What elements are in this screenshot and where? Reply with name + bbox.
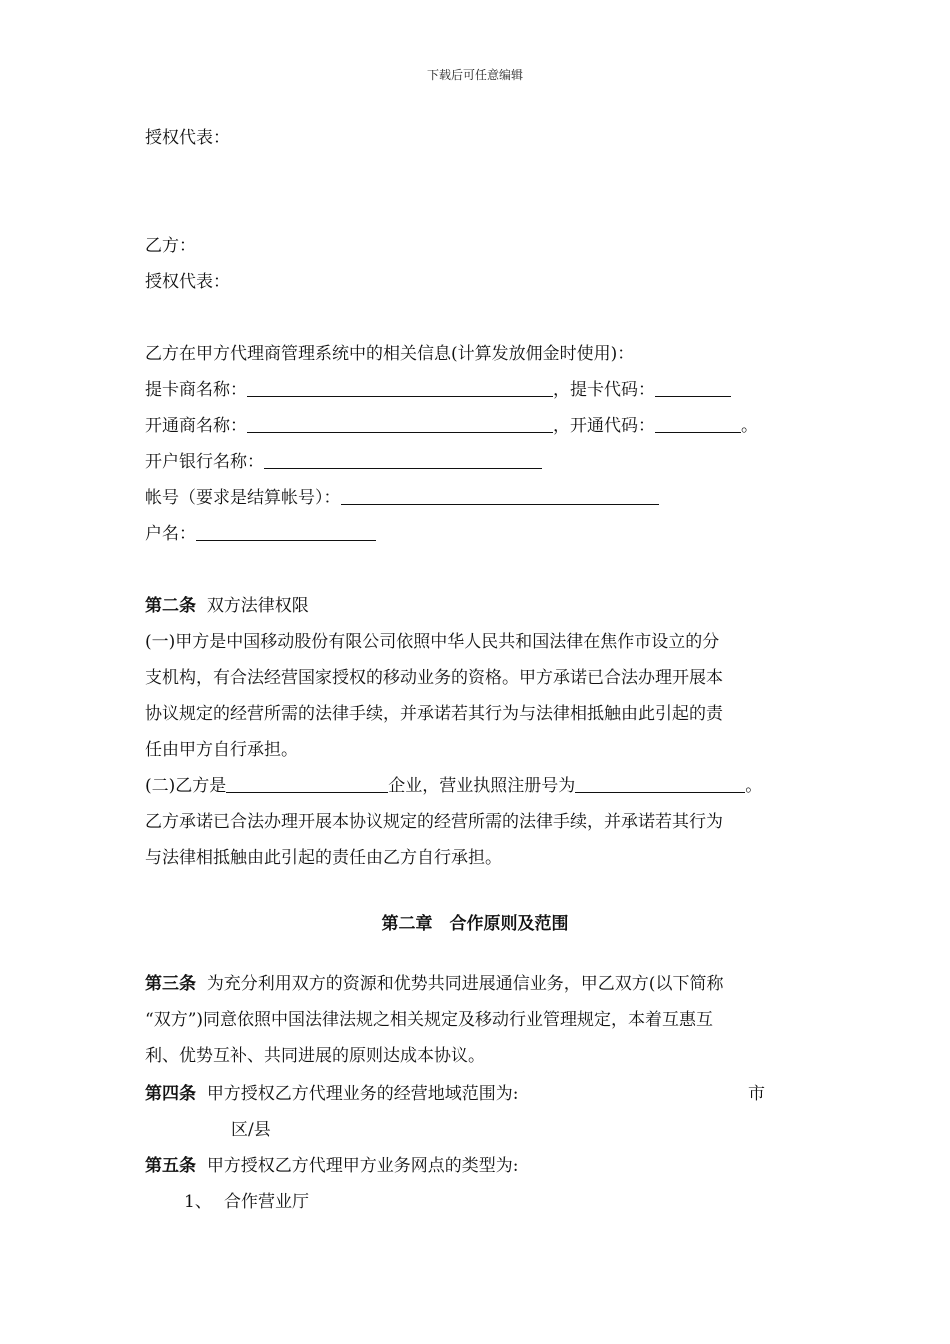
article2-p1-line1: (一)甲方是中国移动股份有限公司依照中华人民共和国法律在焦作市设立的分 [145,632,720,652]
article5-title: 第五条 [145,1156,196,1176]
article5-line1 [145,1154,519,1178]
article2-heading [145,594,309,618]
activation-vendor-row [145,414,758,438]
card-code-blank[interactable] [655,378,731,397]
article5-item1-text: 合作营业厅 [224,1192,309,1212]
article2-p2-line2: 乙方承诺已合法办理开展本协议规定的经营所需的法律手续，并承诺若其行为 [145,812,723,832]
article2-p2-line1 [145,774,762,798]
bank-row [145,450,542,474]
account-blank[interactable] [341,486,659,505]
card-vendor-row [145,378,731,402]
activation-vendor-label: 开通商名称： [145,416,247,436]
account-label: 帐号（要求是结算帐号）： [145,488,341,508]
article4-line1 [145,1082,519,1106]
article2-p2-c: 。 [745,776,763,796]
activation-period: 。 [741,416,758,436]
card-vendor-blank[interactable] [247,378,553,397]
page-header-note: 下载后可任意编辑 [426,68,523,82]
info-intro: 乙方在甲方代理商管理系统中的相关信息(计算发放佣金时使用)： [145,344,635,364]
article4-city: 市 [748,1084,765,1104]
article2-subtitle: 双方法律权限 [206,596,309,616]
license-number-blank[interactable] [575,774,745,793]
account-row [145,486,659,510]
chapter2-title: 第二章 合作原则及范围 [381,914,569,934]
bank-label: 开户银行名称： [145,452,264,472]
article4-district: 区/县 [231,1120,271,1140]
activation-code-blank[interactable] [655,414,741,433]
article2-p1-line4: 任由甲方自行承担。 [145,740,298,760]
article5-text: 甲方授权乙方代理甲方业务网点的类型为: [206,1156,519,1176]
account-name-label: 户名： [145,524,196,544]
article2-p2-line3: 与法律相抵触由此引起的责任由乙方自行承担。 [145,848,502,868]
article4-text: 甲方授权乙方代理业务的经营地域范围为: [206,1084,519,1104]
article5-item1-number: 1、 [184,1192,212,1212]
enterprise-type-blank[interactable] [226,774,388,793]
authorized-rep-label-b: 授权代表： [145,272,230,292]
activation-vendor-blank[interactable] [247,414,553,433]
authorized-rep-label-a: 授权代表： [145,128,230,148]
card-vendor-label: 提卡商名称： [145,380,247,400]
card-code-label: ，提卡代码： [553,380,655,400]
article3-line1 [145,972,723,996]
bank-blank[interactable] [264,450,542,469]
article3-title: 第三条 [145,974,196,994]
article3-line3: 利、优势互补、共同进展的原则达成本协议。 [145,1046,485,1066]
activation-code-label: ，开通代码： [553,416,655,436]
article2-title: 第二条 [145,596,196,616]
article2-p1-line2: 支机构，有合法经营国家授权的移动业务的资格。甲方承诺已合法办理开展本 [145,668,723,688]
article2-p1-line3: 协议规定的经营所需的法律手续，并承诺若其行为与法律相抵触由此引起的责 [145,704,723,724]
account-name-row [145,522,376,546]
article3-line2: “双方”)同意依照中国法律法规之相关规定及移动行业管理规定，本着互惠互 [145,1010,714,1030]
account-name-blank[interactable] [196,522,376,541]
article4-title: 第四条 [145,1084,196,1104]
party-b-label: 乙方： [145,236,196,256]
article3-text-1: 为充分利用双方的资源和优势共同进展通信业务，甲乙双方(以下简称 [206,974,724,994]
article2-p2-a: (二)乙方是 [145,776,227,796]
article2-p2-b: 企业，营业执照注册号为 [388,776,576,796]
